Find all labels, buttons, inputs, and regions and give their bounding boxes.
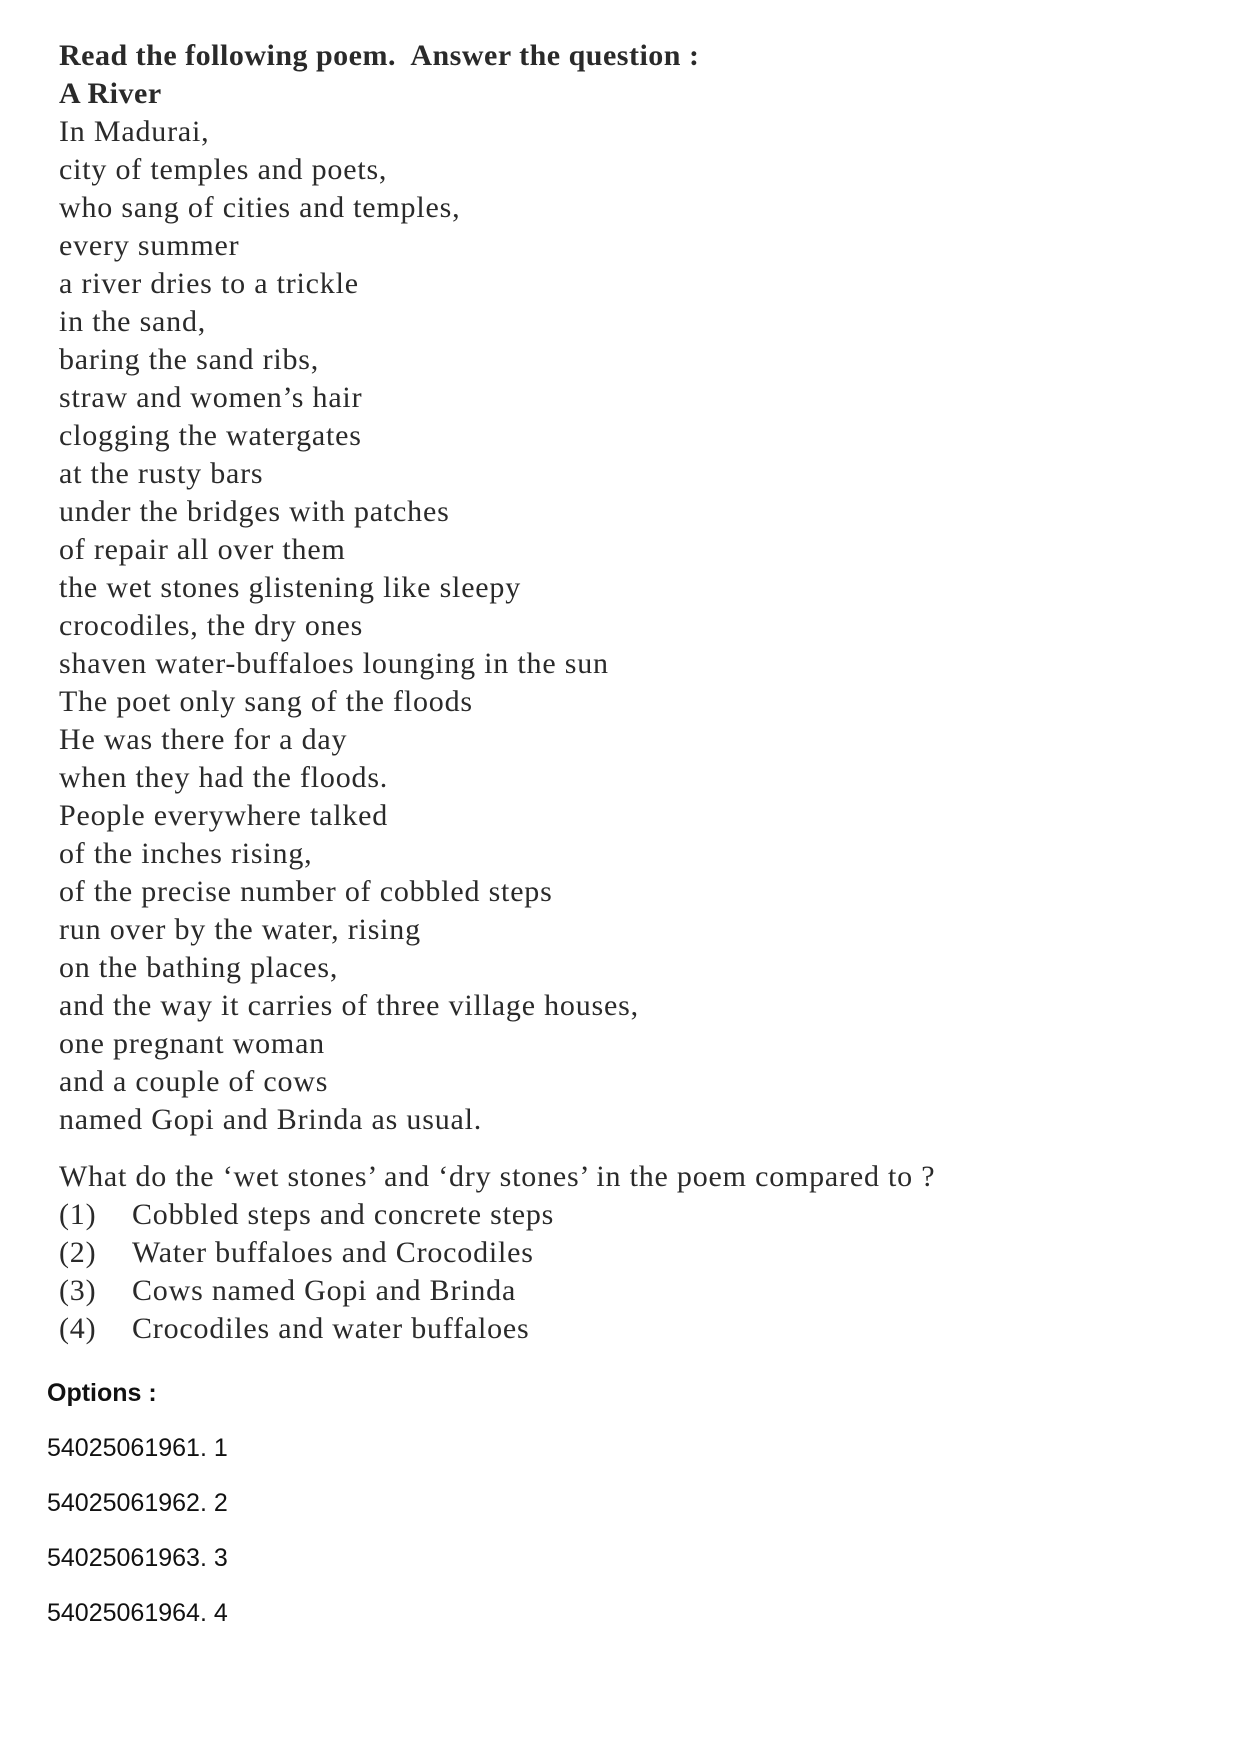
question-instruction: Read the following poem. Answer the question : bbox=[59, 39, 700, 72]
poem-line: under the bridges with patches bbox=[59, 495, 450, 528]
option-item: 54025061964. 4 bbox=[47, 1599, 228, 1627]
choice-number: (3) bbox=[59, 1274, 97, 1307]
question-prompt: What do the ‘wet stones’ and ‘dry stones’ in the poem compared to ? bbox=[59, 1160, 936, 1193]
option-item: 54025061961. 1 bbox=[47, 1434, 228, 1462]
poem-line: on the bathing places, bbox=[59, 951, 339, 984]
poem-line: of the precise number of cobbled steps bbox=[59, 875, 553, 908]
poem-line: He was there for a day bbox=[59, 723, 348, 756]
poem-line: of repair all over them bbox=[59, 533, 346, 566]
choice-text: Water buffaloes and Crocodiles bbox=[132, 1236, 534, 1269]
poem-line: and a couple of cows bbox=[59, 1065, 329, 1098]
poem-line: and the way it carries of three village houses, bbox=[59, 989, 639, 1022]
poem-line: at the rusty bars bbox=[59, 457, 264, 490]
poem-line: named Gopi and Brinda as usual. bbox=[59, 1103, 483, 1136]
choice-text: Cobbled steps and concrete steps bbox=[132, 1198, 555, 1231]
choice-item bbox=[59, 1234, 1159, 1272]
poem-line: the wet stones glistening like sleepy bbox=[59, 571, 522, 604]
poem-line: every summer bbox=[59, 229, 240, 262]
poem-line: one pregnant woman bbox=[59, 1027, 325, 1060]
poem-line: of the inches rising, bbox=[59, 837, 313, 870]
poem-line: The poet only sang of the floods bbox=[59, 685, 473, 718]
poem-line: baring the sand ribs, bbox=[59, 343, 320, 376]
poem-title: A River bbox=[59, 77, 162, 110]
options-heading: Options : bbox=[47, 1379, 157, 1407]
choice-number: (1) bbox=[59, 1198, 97, 1231]
choice-number: (2) bbox=[59, 1236, 97, 1269]
choice-list bbox=[59, 1196, 1159, 1348]
choice-text: Crocodiles and water buffaloes bbox=[132, 1312, 530, 1345]
choice-text: Cows named Gopi and Brinda bbox=[132, 1274, 517, 1307]
poem-line: city of temples and poets, bbox=[59, 153, 388, 186]
option-item: 54025061963. 3 bbox=[47, 1544, 228, 1572]
poem-line: who sang of cities and temples, bbox=[59, 191, 461, 224]
poem-body bbox=[59, 113, 1159, 1139]
poem-line: clogging the watergates bbox=[59, 419, 362, 452]
poem-line: in the sand, bbox=[59, 305, 207, 338]
poem-line: a river dries to a trickle bbox=[59, 267, 359, 300]
question-scan bbox=[59, 37, 1159, 1348]
options-section bbox=[47, 1378, 228, 1628]
poem-line: straw and women’s hair bbox=[59, 381, 363, 414]
choice-item bbox=[59, 1310, 1159, 1348]
choice-item bbox=[59, 1272, 1159, 1310]
poem-line: In Madurai, bbox=[59, 115, 210, 148]
poem-line: People everywhere talked bbox=[59, 799, 389, 832]
choice-number: (4) bbox=[59, 1312, 97, 1345]
choice-item bbox=[59, 1196, 1159, 1234]
poem-line: when they had the floods. bbox=[59, 761, 389, 794]
option-item: 54025061962. 2 bbox=[47, 1489, 228, 1517]
poem-line: run over by the water, rising bbox=[59, 913, 421, 946]
poem-line: shaven water-buffaloes lounging in the sun bbox=[59, 647, 609, 680]
poem-line: crocodiles, the dry ones bbox=[59, 609, 364, 642]
